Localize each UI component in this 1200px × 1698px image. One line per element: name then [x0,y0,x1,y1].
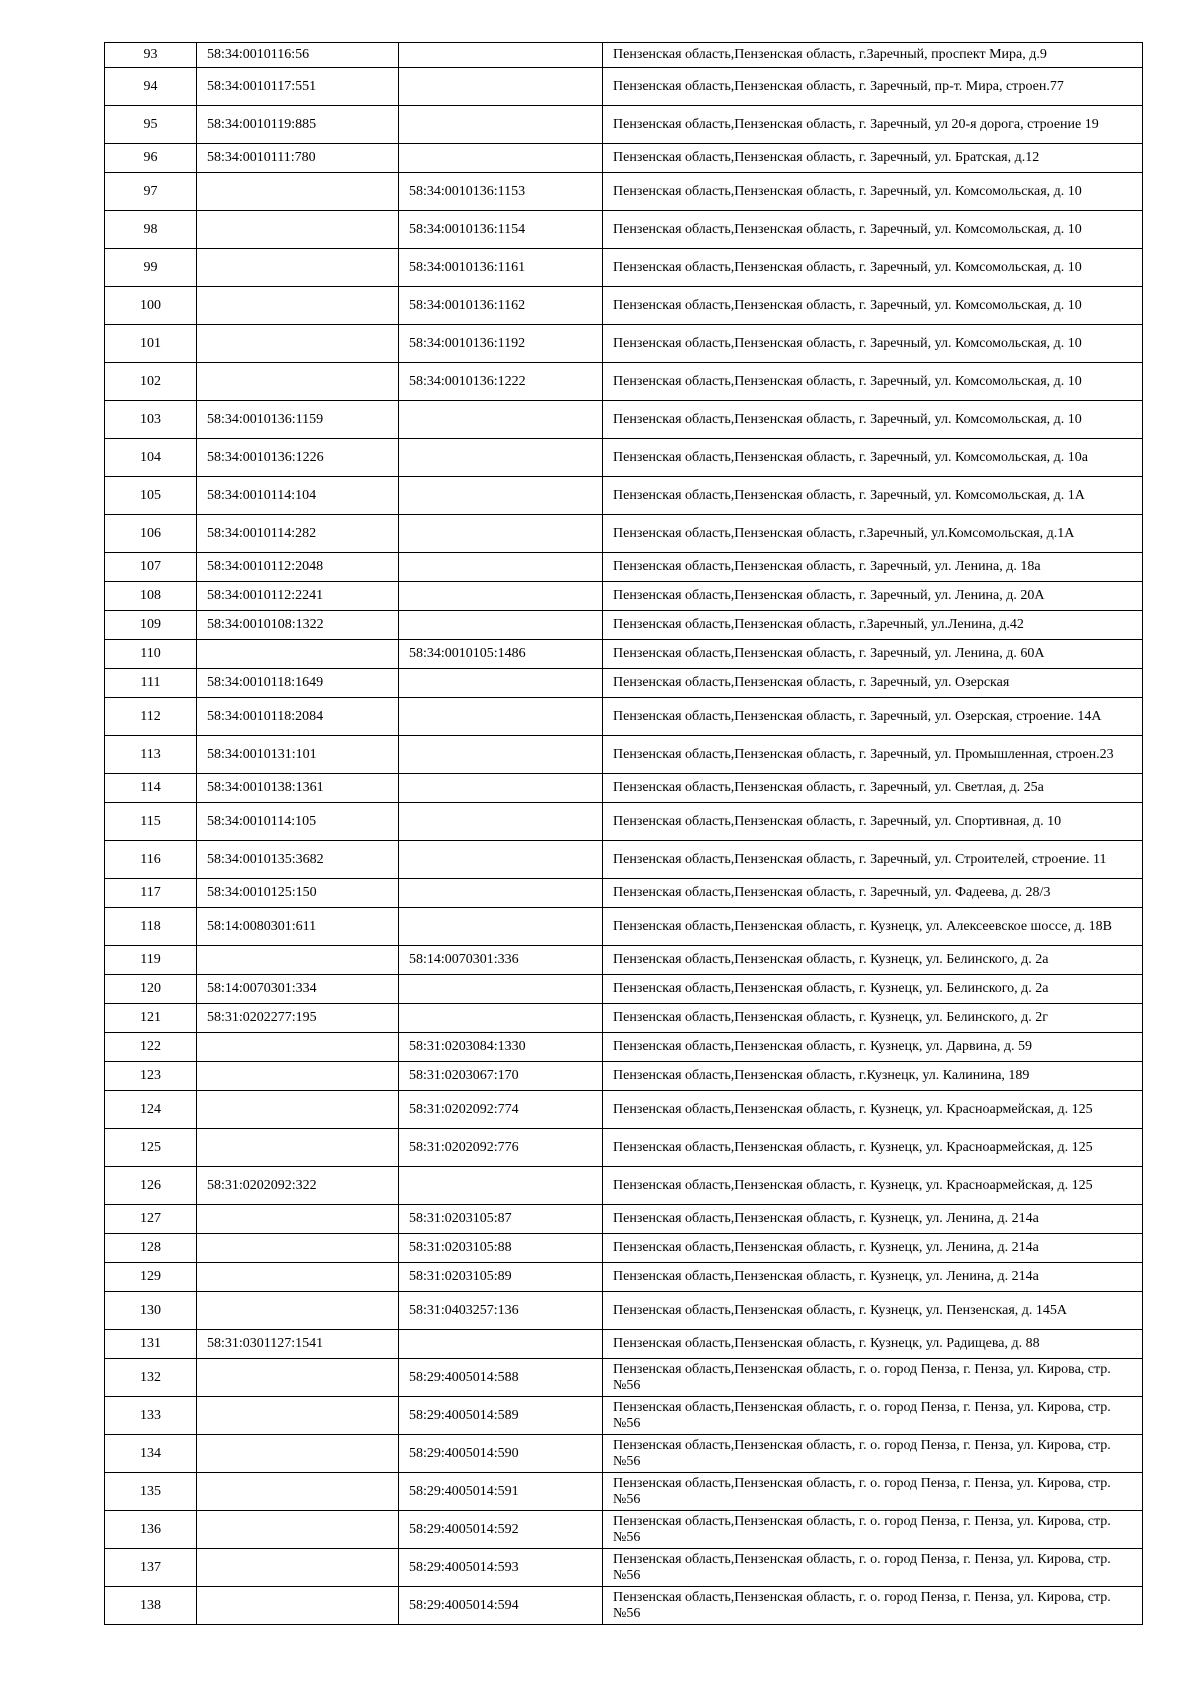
table-row [105,1167,1143,1205]
row-number-cell: 95 [105,106,197,144]
row-number-cell: 136 [105,1511,197,1549]
cadastral-number-cell: 58:34:0010136:1226 [197,439,399,477]
table-row [105,1359,1143,1397]
address-cell: Пензенская область,Пензенская область, г. Кузнецк, ул. Белинского, д. 2а [603,975,1143,1004]
table-row [105,68,1143,106]
row-number-cell: 124 [105,1091,197,1129]
cadastral-number-cell [197,287,399,325]
related-cadastral-number-cell [399,698,603,736]
related-cadastral-number-cell [399,106,603,144]
row-number-cell: 131 [105,1330,197,1359]
row-number-cell: 118 [105,908,197,946]
address-cell: Пензенская область,Пензенская область, г. Заречный, ул. Фадеева, д. 28/3 [603,879,1143,908]
cadastral-number-cell [197,1263,399,1292]
table-row [105,1091,1143,1129]
address-cell: Пензенская область,Пензенская область, г. Заречный, ул. Озерская, строение. 14А [603,698,1143,736]
row-number-cell: 101 [105,325,197,363]
related-cadastral-number-cell: 58:34:0010136:1153 [399,173,603,211]
row-number-cell: 130 [105,1292,197,1330]
table-row [105,582,1143,611]
cadastral-number-cell [197,1033,399,1062]
table-row [105,1292,1143,1330]
related-cadastral-number-cell [399,611,603,640]
table-row [105,1004,1143,1033]
related-cadastral-number-cell: 58:31:0203105:87 [399,1205,603,1234]
cadastral-number-cell: 58:34:0010117:551 [197,68,399,106]
row-number-cell: 121 [105,1004,197,1033]
table-row [105,439,1143,477]
cadastral-number-cell [197,1435,399,1473]
related-cadastral-number-cell [399,1167,603,1205]
row-number-cell: 107 [105,553,197,582]
address-cell: Пензенская область,Пензенская область, г. Заречный, ул. Промышленная, строен.23 [603,736,1143,774]
address-cell: Пензенская область,Пензенская область, г. о. город Пенза, г. Пенза, ул. Кирова, стр. №56 [603,1435,1143,1473]
address-cell: Пензенская область,Пензенская область, г. Заречный, ул. Ленина, д. 18а [603,553,1143,582]
table-row [105,946,1143,975]
related-cadastral-number-cell: 58:31:0203067:170 [399,1062,603,1091]
address-cell: Пензенская область,Пензенская область, г. Кузнецк, ул. Радищева, д. 88 [603,1330,1143,1359]
address-cell: Пензенская область,Пензенская область, г. о. город Пенза, г. Пенза, ул. Кирова, стр. №56 [603,1511,1143,1549]
row-number-cell: 122 [105,1033,197,1062]
cadastral-number-cell: 58:34:0010118:2084 [197,698,399,736]
table-row [105,515,1143,553]
related-cadastral-number-cell: 58:34:0010136:1192 [399,325,603,363]
address-cell: Пензенская область,Пензенская область, г. Кузнецк, ул. Алексеевское шоссе, д. 18В [603,908,1143,946]
cadastral-number-cell [197,1549,399,1587]
address-cell: Пензенская область,Пензенская область, г. Кузнецк, ул. Красноармейская, д. 125 [603,1091,1143,1129]
related-cadastral-number-cell: 58:29:4005014:591 [399,1473,603,1511]
address-cell: Пензенская область,Пензенская область, г. Заречный, пр-т. Мира, строен.77 [603,68,1143,106]
table-row [105,173,1143,211]
table-row [105,1263,1143,1292]
related-cadastral-number-cell [399,1004,603,1033]
related-cadastral-number-cell [399,975,603,1004]
cadastral-number-cell [197,249,399,287]
cadastral-number-cell [197,1205,399,1234]
row-number-cell: 99 [105,249,197,287]
table-row [105,1473,1143,1511]
related-cadastral-number-cell: 58:34:0010136:1162 [399,287,603,325]
related-cadastral-number-cell: 58:29:4005014:594 [399,1587,603,1625]
related-cadastral-number-cell [399,439,603,477]
table-row [105,803,1143,841]
table-row [105,1205,1143,1234]
cadastral-number-cell: 58:34:0010112:2241 [197,582,399,611]
related-cadastral-number-cell [399,1330,603,1359]
related-cadastral-number-cell: 58:34:0010136:1222 [399,363,603,401]
row-number-cell: 111 [105,669,197,698]
cadastral-number-cell: 58:34:0010125:150 [197,879,399,908]
cadastral-number-cell [197,1397,399,1435]
table-row [105,401,1143,439]
related-cadastral-number-cell [399,477,603,515]
row-number-cell: 97 [105,173,197,211]
cadastral-number-cell [197,640,399,669]
table-row [105,1129,1143,1167]
row-number-cell: 123 [105,1062,197,1091]
cadastral-number-cell [197,946,399,975]
cadastral-number-cell: 58:34:0010114:282 [197,515,399,553]
address-cell: Пензенская область,Пензенская область, г. Кузнецк, ул. Белинского, д. 2г [603,1004,1143,1033]
row-number-cell: 134 [105,1435,197,1473]
related-cadastral-number-cell: 58:34:0010136:1154 [399,211,603,249]
related-cadastral-number-cell [399,515,603,553]
cadastral-number-cell: 58:34:0010136:1159 [197,401,399,439]
table-row [105,774,1143,803]
table-row [105,249,1143,287]
table-row [105,287,1143,325]
table-body [105,43,1143,1625]
cadastral-number-cell: 58:31:0202092:322 [197,1167,399,1205]
row-number-cell: 105 [105,477,197,515]
address-cell: Пензенская область,Пензенская область, г. Кузнецк, ул. Ленина, д. 214а [603,1205,1143,1234]
related-cadastral-number-cell: 58:31:0202092:776 [399,1129,603,1167]
table-row [105,1062,1143,1091]
related-cadastral-number-cell [399,879,603,908]
row-number-cell: 132 [105,1359,197,1397]
address-cell: Пензенская область,Пензенская область, г. Заречный, ул. Комсомольская, д. 10 [603,211,1143,249]
address-cell: Пензенская область,Пензенская область, г. Кузнецк, ул. Красноармейская, д. 125 [603,1167,1143,1205]
table-row [105,1234,1143,1263]
address-cell: Пензенская область,Пензенская область, г. Заречный, ул. Комсомольская, д. 10а [603,439,1143,477]
related-cadastral-number-cell [399,908,603,946]
row-number-cell: 109 [105,611,197,640]
row-number-cell: 119 [105,946,197,975]
address-cell: Пензенская область,Пензенская область, г. Заречный, ул. Комсомольская, д. 10 [603,401,1143,439]
row-number-cell: 135 [105,1473,197,1511]
table-row [105,975,1143,1004]
row-number-cell: 126 [105,1167,197,1205]
address-cell: Пензенская область,Пензенская область, г. Заречный, ул. Комсомольская, д. 10 [603,173,1143,211]
related-cadastral-number-cell [399,68,603,106]
address-cell: Пензенская область,Пензенская область, г. о. город Пенза, г. Пенза, ул. Кирова, стр. №56 [603,1587,1143,1625]
cadastral-number-cell: 58:34:0010118:1649 [197,669,399,698]
cadastral-number-cell: 58:31:0301127:1541 [197,1330,399,1359]
table-row [105,325,1143,363]
related-cadastral-number-cell [399,669,603,698]
address-cell: Пензенская область,Пензенская область, г. Заречный, ул. Ленина, д. 60А [603,640,1143,669]
cadastral-number-cell [197,211,399,249]
address-cell: Пензенская область,Пензенская область, г. о. город Пенза, г. Пенза, ул. Кирова, стр. №56 [603,1549,1143,1587]
row-number-cell: 98 [105,211,197,249]
cadastral-number-cell [197,1473,399,1511]
address-cell: Пензенская область,Пензенская область, г. Заречный, ул. Озерская [603,669,1143,698]
address-cell: Пензенская область,Пензенская область, г. Заречный, ул 20-я дорога, строение 19 [603,106,1143,144]
related-cadastral-number-cell: 58:29:4005014:592 [399,1511,603,1549]
table-row [105,841,1143,879]
cadastral-number-cell: 58:31:0202277:195 [197,1004,399,1033]
row-number-cell: 93 [105,43,197,68]
related-cadastral-number-cell: 58:34:0010105:1486 [399,640,603,669]
address-cell: Пензенская область,Пензенская область, г. Кузнецк, ул. Дарвина, д. 59 [603,1033,1143,1062]
cadastral-number-cell: 58:34:0010135:3682 [197,841,399,879]
table-row [105,477,1143,515]
cadastral-number-cell [197,1587,399,1625]
cadastral-number-cell [197,363,399,401]
row-number-cell: 125 [105,1129,197,1167]
row-number-cell: 137 [105,1549,197,1587]
table-row [105,1587,1143,1625]
row-number-cell: 110 [105,640,197,669]
row-number-cell: 120 [105,975,197,1004]
address-cell: Пензенская область,Пензенская область, г.Заречный, ул.Ленина, д.42 [603,611,1143,640]
table-row [105,640,1143,669]
row-number-cell: 133 [105,1397,197,1435]
cadastral-number-cell: 58:14:0080301:611 [197,908,399,946]
address-cell: Пензенская область,Пензенская область, г.Заречный, проспект Мира, д.9 [603,43,1143,68]
related-cadastral-number-cell: 58:31:0203084:1330 [399,1033,603,1062]
address-cell: Пензенская область,Пензенская область, г. Заречный, ул. Комсомольская, д. 10 [603,249,1143,287]
related-cadastral-number-cell [399,582,603,611]
address-cell: Пензенская область,Пензенская область, г. Заречный, ул. Комсомольская, д. 10 [603,287,1143,325]
table-row [105,1549,1143,1587]
row-number-cell: 106 [105,515,197,553]
related-cadastral-number-cell: 58:34:0010136:1161 [399,249,603,287]
cadastral-number-cell: 58:14:0070301:334 [197,975,399,1004]
related-cadastral-number-cell [399,774,603,803]
cadastral-number-cell: 58:34:0010116:56 [197,43,399,68]
related-cadastral-number-cell: 58:31:0203105:89 [399,1263,603,1292]
address-cell: Пензенская область,Пензенская область, г. Заречный, ул. Спортивная, д. 10 [603,803,1143,841]
row-number-cell: 114 [105,774,197,803]
address-cell: Пензенская область,Пензенская область, г. Заречный, ул. Строителей, строение. 11 [603,841,1143,879]
row-number-cell: 102 [105,363,197,401]
address-cell: Пензенская область,Пензенская область, г. Заречный, ул. Комсомольская, д. 10 [603,325,1143,363]
row-number-cell: 96 [105,144,197,173]
cadastral-number-cell: 58:34:0010114:105 [197,803,399,841]
row-number-cell: 129 [105,1263,197,1292]
address-cell: Пензенская область,Пензенская область, г. о. город Пенза, г. Пенза, ул. Кирова, стр. №56 [603,1359,1143,1397]
cadastral-number-cell [197,325,399,363]
table-row [105,553,1143,582]
row-number-cell: 116 [105,841,197,879]
row-number-cell: 138 [105,1587,197,1625]
row-number-cell: 127 [105,1205,197,1234]
cadastral-number-cell: 58:34:0010138:1361 [197,774,399,803]
related-cadastral-number-cell: 58:29:4005014:593 [399,1549,603,1587]
address-cell: Пензенская область,Пензенская область, г. Кузнецк, ул. Ленина, д. 214а [603,1234,1143,1263]
cadastral-number-cell [197,1359,399,1397]
cadastral-number-cell [197,1292,399,1330]
address-cell: Пензенская область,Пензенская область, г. Заречный, ул. Комсомольская, д. 10 [603,363,1143,401]
address-cell: Пензенская область,Пензенская область, г. Заречный, ул. Братская, д.12 [603,144,1143,173]
address-cell: Пензенская область,Пензенская область, г. Заречный, ул. Ленина, д. 20А [603,582,1143,611]
row-number-cell: 113 [105,736,197,774]
row-number-cell: 100 [105,287,197,325]
cadastral-number-cell: 58:34:0010112:2048 [197,553,399,582]
related-cadastral-number-cell: 58:31:0403257:136 [399,1292,603,1330]
address-cell: Пензенская область,Пензенская область, г. о. город Пенза, г. Пенза, ул. Кирова, стр. №56 [603,1397,1143,1435]
table-row [105,908,1143,946]
related-cadastral-number-cell [399,553,603,582]
row-number-cell: 103 [105,401,197,439]
address-cell: Пензенская область,Пензенская область, г. Кузнецк, ул. Ленина, д. 214а [603,1263,1143,1292]
row-number-cell: 115 [105,803,197,841]
address-cell: Пензенская область,Пензенская область, г.Заречный, ул.Комсомольская, д.1А [603,515,1143,553]
related-cadastral-number-cell [399,144,603,173]
table-row [105,43,1143,68]
related-cadastral-number-cell: 58:31:0203105:88 [399,1234,603,1263]
row-number-cell: 104 [105,439,197,477]
table-row [105,1397,1143,1435]
row-number-cell: 117 [105,879,197,908]
cadastral-number-cell: 58:34:0010114:104 [197,477,399,515]
table-row [105,879,1143,908]
row-number-cell: 94 [105,68,197,106]
table-row [105,106,1143,144]
cadastral-number-cell [197,1062,399,1091]
address-cell: Пензенская область,Пензенская область, г.Кузнецк, ул. Калинина, 189 [603,1062,1143,1091]
table-row [105,611,1143,640]
table-row [105,1435,1143,1473]
address-cell: Пензенская область,Пензенская область, г. Кузнецк, ул. Белинского, д. 2а [603,946,1143,975]
cadastral-number-cell: 58:34:0010108:1322 [197,611,399,640]
table-row [105,1033,1143,1062]
cadastral-number-cell: 58:34:0010119:885 [197,106,399,144]
table-row [105,363,1143,401]
related-cadastral-number-cell [399,736,603,774]
table-row [105,669,1143,698]
table-row [105,144,1143,173]
table-row [105,698,1143,736]
address-cell: Пензенская область,Пензенская область, г. о. город Пенза, г. Пенза, ул. Кирова, стр. №56 [603,1473,1143,1511]
table-row [105,736,1143,774]
cadastral-number-cell [197,1234,399,1263]
related-cadastral-number-cell: 58:14:0070301:336 [399,946,603,975]
related-cadastral-number-cell [399,841,603,879]
address-cell: Пензенская область,Пензенская область, г. Кузнецк, ул. Пензенская, д. 145А [603,1292,1143,1330]
row-number-cell: 112 [105,698,197,736]
related-cadastral-number-cell [399,43,603,68]
table-row [105,211,1143,249]
related-cadastral-number-cell: 58:29:4005014:589 [399,1397,603,1435]
address-cell: Пензенская область,Пензенская область, г. Заречный, ул. Комсомольская, д. 1А [603,477,1143,515]
related-cadastral-number-cell: 58:29:4005014:588 [399,1359,603,1397]
row-number-cell: 108 [105,582,197,611]
cadastral-number-cell: 58:34:0010111:780 [197,144,399,173]
related-cadastral-number-cell: 58:31:0202092:774 [399,1091,603,1129]
address-cell: Пензенская область,Пензенская область, г. Заречный, ул. Светлая, д. 25а [603,774,1143,803]
address-cell: Пензенская область,Пензенская область, г. Кузнецк, ул. Красноармейская, д. 125 [603,1129,1143,1167]
related-cadastral-number-cell [399,401,603,439]
cadastral-number-cell [197,1511,399,1549]
related-cadastral-number-cell: 58:29:4005014:590 [399,1435,603,1473]
cadastral-number-cell: 58:34:0010131:101 [197,736,399,774]
table-row [105,1330,1143,1359]
cadastral-number-cell [197,1129,399,1167]
related-cadastral-number-cell [399,803,603,841]
cadastral-number-cell [197,173,399,211]
cadastral-number-cell [197,1091,399,1129]
property-table [104,42,1143,1625]
row-number-cell: 128 [105,1234,197,1263]
table-row [105,1511,1143,1549]
